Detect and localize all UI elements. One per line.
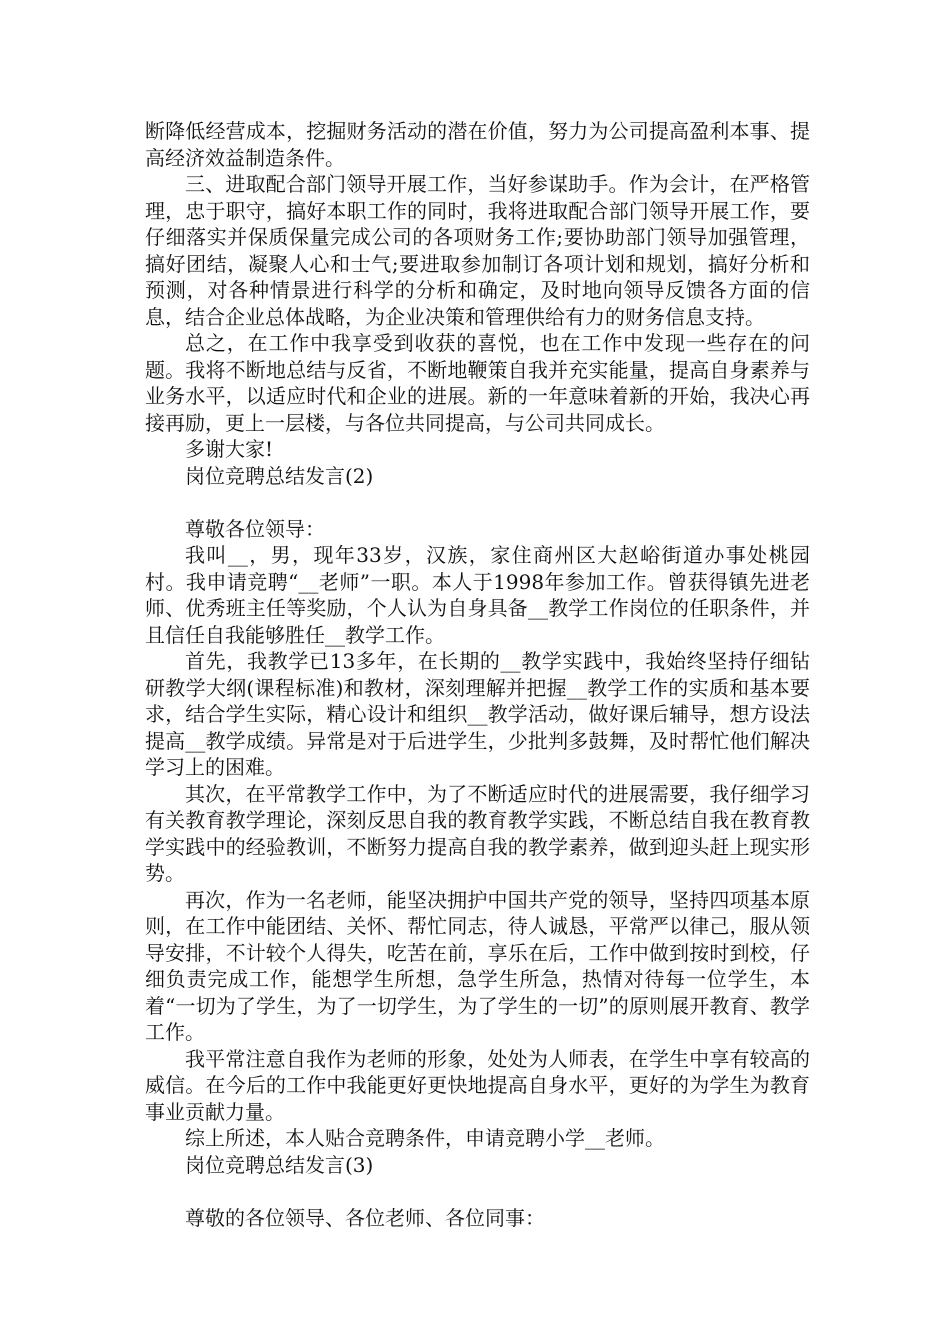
paragraph: 我平常注意自我作为老师的形象，处处为人师表，在学生中享有较高的威信。在今后的工作中我能更好更快地提高自身水平，更好的为学生为教育事业贡献力量。 bbox=[145, 1046, 810, 1124]
paragraph: 总之，在工作中我享受到收获的喜悦，也在工作中发现一些存在的问题。我将不断地总结与反省，不断地鞭策自我并充实能量，提高自身素养与业务水平，以适应时代和企业的进展。新的一年意味着新的开始，我决心再接再励，更上一层楼，与各位共同提高，与公司共同成长。 bbox=[145, 331, 810, 435]
paragraph: 断降低经营成本，挖掘财务活动的潜在价值，努力为公司提高盈利本事、提高经济效益制造条件。 bbox=[145, 119, 810, 170]
blank-line bbox=[145, 1178, 810, 1205]
paragraph: 再次，作为一名老师，能坚决拥护中国共产党的领导，坚持四项基本原则，在工作中能团结、关怀、帮忙同志，待人诚恳，平常严以律己，服从领导安排，不计较个人得失，吃苦在前，享乐在后，工作中做到按时到校，仔细负责完成工作，能想学生所想，急学生所急，热情对待每一位学生，本着“一切为了学生，为了一切学生，为了学生的一切”的原则展开教育、教学工作。 bbox=[145, 887, 810, 1044]
closing-thanks: 多谢大家! bbox=[185, 437, 274, 461]
paragraph: 我叫__，男，现年33岁，汉族，家住商州区大赵峪街道办事处桃园村。我申请竞聘“__老师”一职。本人于1998年参加工作。曾获得镇先进老师、优秀班主任等奖励，个人认为自身具备__教学工作岗位的任职条件，并且信任自我能够胜任__教学工作。 bbox=[145, 543, 810, 647]
paragraph: 首先，我教学已13多年，在长期的__教学实践中，我始终坚持仔细钻研教学大纲(课程标准)和教材，深刻理解并把握__教学工作的实质和基本要求，结合学生实际，精心设计和组织__教学活动，做好课后辅导，想方设法提高__教学成绩。异常是对于后进学生，少批判多鼓舞，及时帮忙他们解决学习上的困难。 bbox=[145, 649, 810, 779]
salutation: 尊敬的各位领导、各位老师、各位同事： bbox=[185, 1205, 545, 1230]
paragraph: 三、进取配合部门领导开展工作，当好参谋助手。作为会计，在严格管理，忠于职守，搞好本职工作的同时，我将进取配合部门领导开展工作，要仔细落实并保质保量完成公司的各项财务工作;要协助部门领导加强管理，搞好团结，凝聚人心和士气;要进取参加制订各项计划和规划，搞好分析和预测，对各种情景进行科学的分析和确定，及时地向领导反馈各方面的信息，结合企业总体战略，为企业决策和管理供给有力的财务信息支持。 bbox=[145, 172, 810, 329]
paragraph: 其次，在平常教学工作中，为了不断适应时代的进展需要，我仔细学习有关教育教学理论，深刻反思自我的教育教学实践，不断总结自我在教育教学实践中的经验教训，不断努力提高自我的教学素养，做到迎头赶上现实形势。 bbox=[145, 781, 810, 885]
document-page bbox=[145, 118, 810, 1231]
section-heading: 岗位竞聘总结发言(3) bbox=[185, 1152, 374, 1177]
paragraph: 综上所述，本人贴合竞聘条件，申请竞聘小学__老师。 bbox=[185, 1126, 665, 1150]
blank-line bbox=[145, 489, 810, 516]
section-heading: 岗位竞聘总结发言(2) bbox=[185, 463, 374, 488]
salutation: 尊敬各位领导： bbox=[185, 516, 325, 541]
